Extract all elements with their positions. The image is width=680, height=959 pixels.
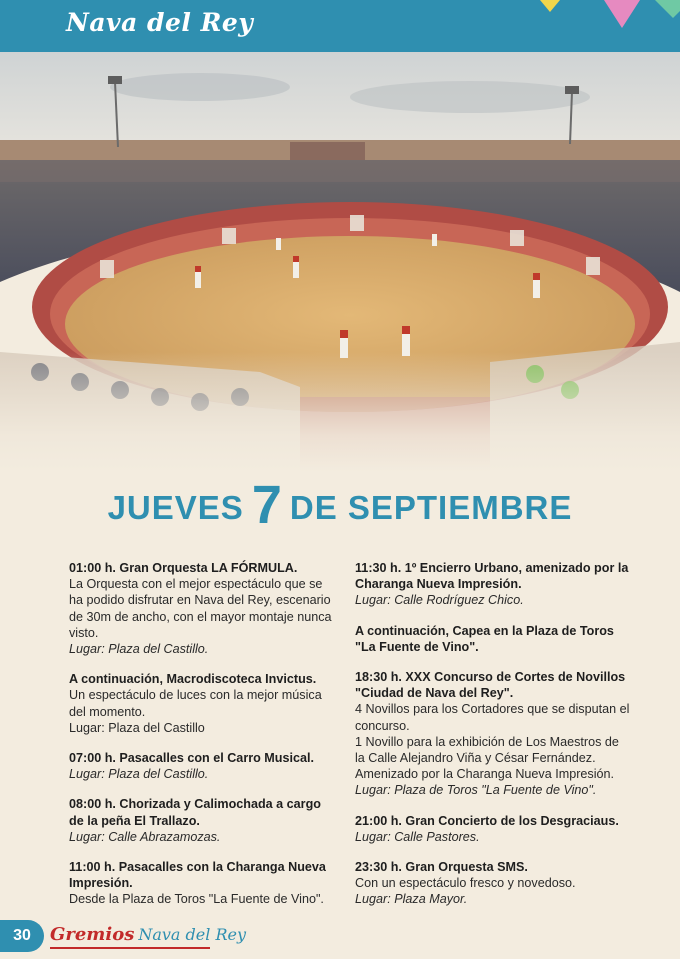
event-item [355,859,630,908]
events-left-column [69,560,339,922]
event-title: 08:00 h. Chorizada y Calimochada a cargo de la peña El Trallazo. [69,797,321,828]
brand-title: Nava del Rey [66,8,254,37]
event-place: Lugar: Plaza del Castillo. [69,767,209,782]
event-item [69,750,339,782]
event-item [69,560,339,657]
events-right-column [355,560,630,922]
event-place: Lugar: Calle Abrazamozas. [69,829,221,844]
event-place: Lugar: Plaza de Toros "La Fuente de Vino". [355,783,597,798]
event-item [355,813,630,845]
bunting-flag-yellow [540,0,560,12]
heading-day-number: 7 [251,475,282,535]
event-item [355,560,630,609]
footer-town: Nava del Rey [138,925,247,944]
page-footer [0,918,680,959]
event-title: 21:00 h. Gran Concierto de los Desgraciaus. [355,813,619,828]
photo-fade [0,352,680,472]
event-description: La Orquesta con el mejor espectáculo que se ha podido disfrutar en Nava del Rey, escenario de 30m de ancho, con el mayor montaje nunca visto. [69,577,332,640]
event-place: Lugar: Plaza Mayor. [355,892,468,907]
event-title: 11:30 h. 1º Encierro Urbano, amenizado por la Charanga Nueva Impresión. [355,561,629,592]
event-title: 01:00 h. Gran Orquesta LA FÓRMULA. [69,561,298,575]
event-title: A continuación, Macrodiscoteca Invictus. [69,672,317,687]
event-title: 07:00 h. Pasacalles con el Carro Musical. [69,751,315,766]
footer-underline [50,947,210,949]
heading-weekday: JUEVES [107,489,244,526]
gremios-wordmark: Gremios [50,924,135,945]
event-item [69,796,339,845]
event-place: Lugar: Plaza del Castillo [69,720,205,735]
bullring-photo [0,52,680,472]
heading-month: DE SEPTIEMBRE [289,489,573,526]
event-place: Lugar: Calle Pastores. [355,829,480,844]
event-item [69,859,339,908]
bunting-flag-green [655,0,680,18]
event-description: Un espectáculo de luces con la mejor música del momento. [69,688,322,719]
event-title: A continuación, Capea en la Plaza de Toros "La Fuente de Vino". [355,623,614,654]
event-title: 23:30 h. Gran Orquesta SMS. [355,860,528,875]
page-number: 30 [0,920,44,952]
event-place: Lugar: Plaza del Castillo. [69,642,209,657]
event-title: 11:00 h. Pasacalles con la Charanga Nueva Impresión. [69,860,326,891]
event-item [355,669,630,799]
event-place: Lugar: Calle Rodríguez Chico. [355,593,524,608]
top-banner [0,0,680,52]
gremios-logo [50,924,246,945]
event-title: 18:30 h. XXX Concurso de Cortes de Novillos "Ciudad de Nava del Rey". [355,670,626,701]
event-description: Desde la Plaza de Toros "La Fuente de Vino". [69,892,324,907]
bunting-flag-pink [604,0,640,28]
event-item [69,671,339,736]
event-description: 4 Novillos para los Cortadores que se disputan el concurso. 1 Novillo para la exhibición de Los Maestros de la Calle Alejandro Viña y César Fernández. Amenizado por la Charanga Nueva Impresión. [355,702,630,782]
date-heading [0,474,680,536]
event-item [355,623,630,655]
event-description: Con un espectáculo fresco y novedoso. [355,876,576,891]
